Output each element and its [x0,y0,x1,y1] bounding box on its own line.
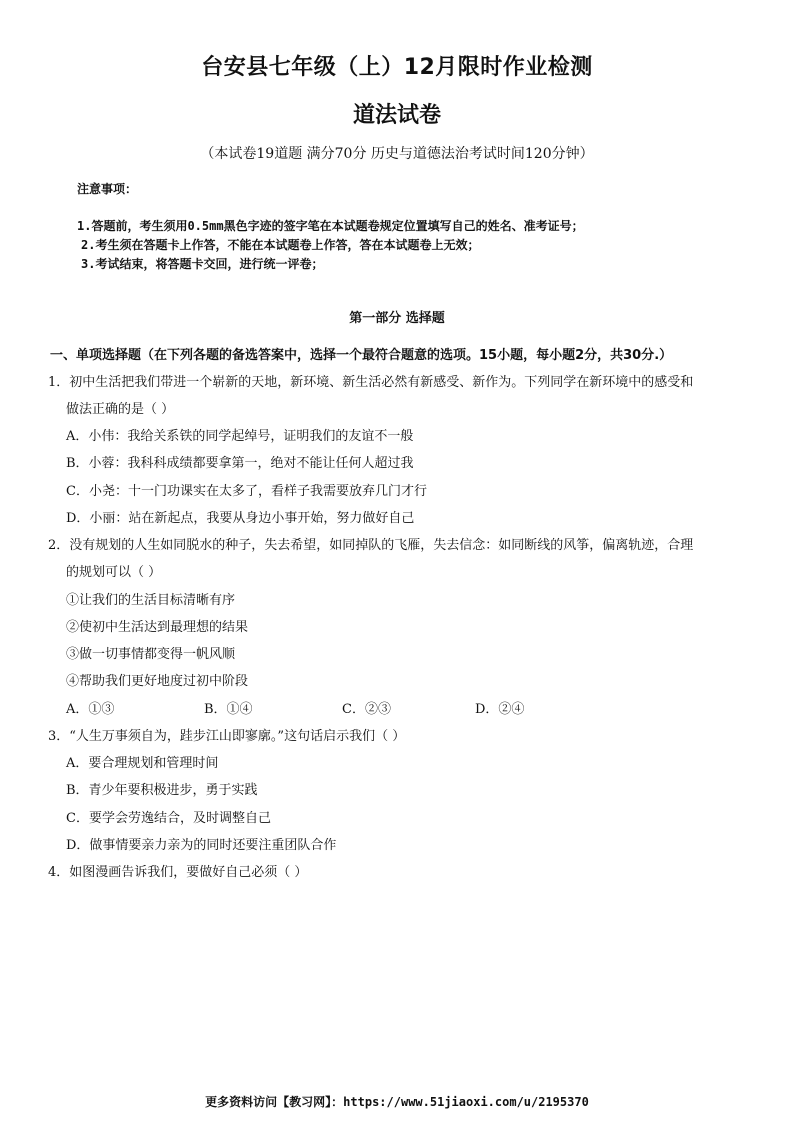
question-3-option-b: B．青少年要积极进步，勇于实践 [66,783,258,798]
question-3-option-a: A．要合理规划和管理时间 [66,756,219,771]
question-2-statement-3: ③做一切事情都变得一帆风顺 [66,647,236,662]
exam-subtitle: 道法试卷 [352,103,441,128]
notice-item-1: 1.答题前，考生须用0.5mm黑色字迹的签字笔在本试题卷规定位置填写自己的姓名、准考证号； [77,219,584,233]
exam-info: （本试卷19道题 满分70分 历史与道德法治考试时间120分钟） [200,146,594,162]
question-2-option-b: B．①④ [204,702,253,717]
question-1-option-d: D．小丽：站在新起点，我要从身边小事开始，努力做好自己 [66,511,415,526]
question-1-line-2: 做法正确的是（ ） [66,402,175,417]
question-3-option-c: C．要学会劳逸结合，及时调整自己 [66,811,271,826]
question-1-option-c: C．小尧：十一门功课实在太多了，看样子我需要放弃几门才行 [66,484,427,499]
part-title: 第一部分 选择题 [349,311,445,326]
notice-item-3: 3.考试结束，将答题卡交回，进行统一评卷； [81,257,324,271]
question-2-statement-1: ①让我们的生活目标清晰有序 [66,593,236,608]
question-2-option-a: A．①③ [66,702,115,717]
question-2-option-d: D．②④ [475,702,525,717]
question-4-line-1: 4．如图漫画告诉我们，要做好自己必须（ ） [48,865,308,880]
exam-title: 台安县七年级（上）12月限时作业检测 [201,55,593,80]
notice-heading: 注意事项： [77,182,138,196]
question-2-option-c: C．②③ [342,702,391,717]
section-title: 一、单项选择题（在下列各题的备选答案中，选择一个最符合题意的选项。15小题，每小题2分，共30分.） [50,348,673,363]
question-2-statement-4: ④帮助我们更好地度过初中阶段 [66,674,249,689]
footer-link[interactable]: 更多资料访问【教习网】：https://www.51jiaoxi.com/u/2195370 [205,1095,589,1109]
question-2-line-2: 的规划可以（ ） [66,565,162,580]
question-2-statement-2: ②使初中生活达到最理想的结果 [66,620,249,635]
question-1-option-a: A．小伟：我给关系铁的同学起绰号，证明我们的友谊不一般 [66,429,414,444]
question-3-option-d: D．做事情要亲力亲为的同时还要注重团队合作 [66,838,337,853]
notice-item-2: 2.考生须在答题卡上作答，不能在本试题卷上作答，答在本试题卷上无效； [81,238,480,252]
question-2-line-1: 2．没有规划的人生如同脱水的种子，失去希望，如同掉队的飞雁，失去信念：如同断线的风筝，偏离轨迹，合理 [48,538,694,553]
question-3-line-1: 3．“人生万事须自为，跬步江山即寥廓。”这句话启示我们（ ） [48,729,406,744]
question-1-option-b: B．小蓉：我科科成绩都要拿第一，绝对不能让任何人超过我 [66,456,414,471]
question-1-line-1: 1．初中生活把我们带进一个崭新的天地，新环境、新生活必然有新感受、新作为。下列同学在新环境中的感受和 [48,375,694,390]
